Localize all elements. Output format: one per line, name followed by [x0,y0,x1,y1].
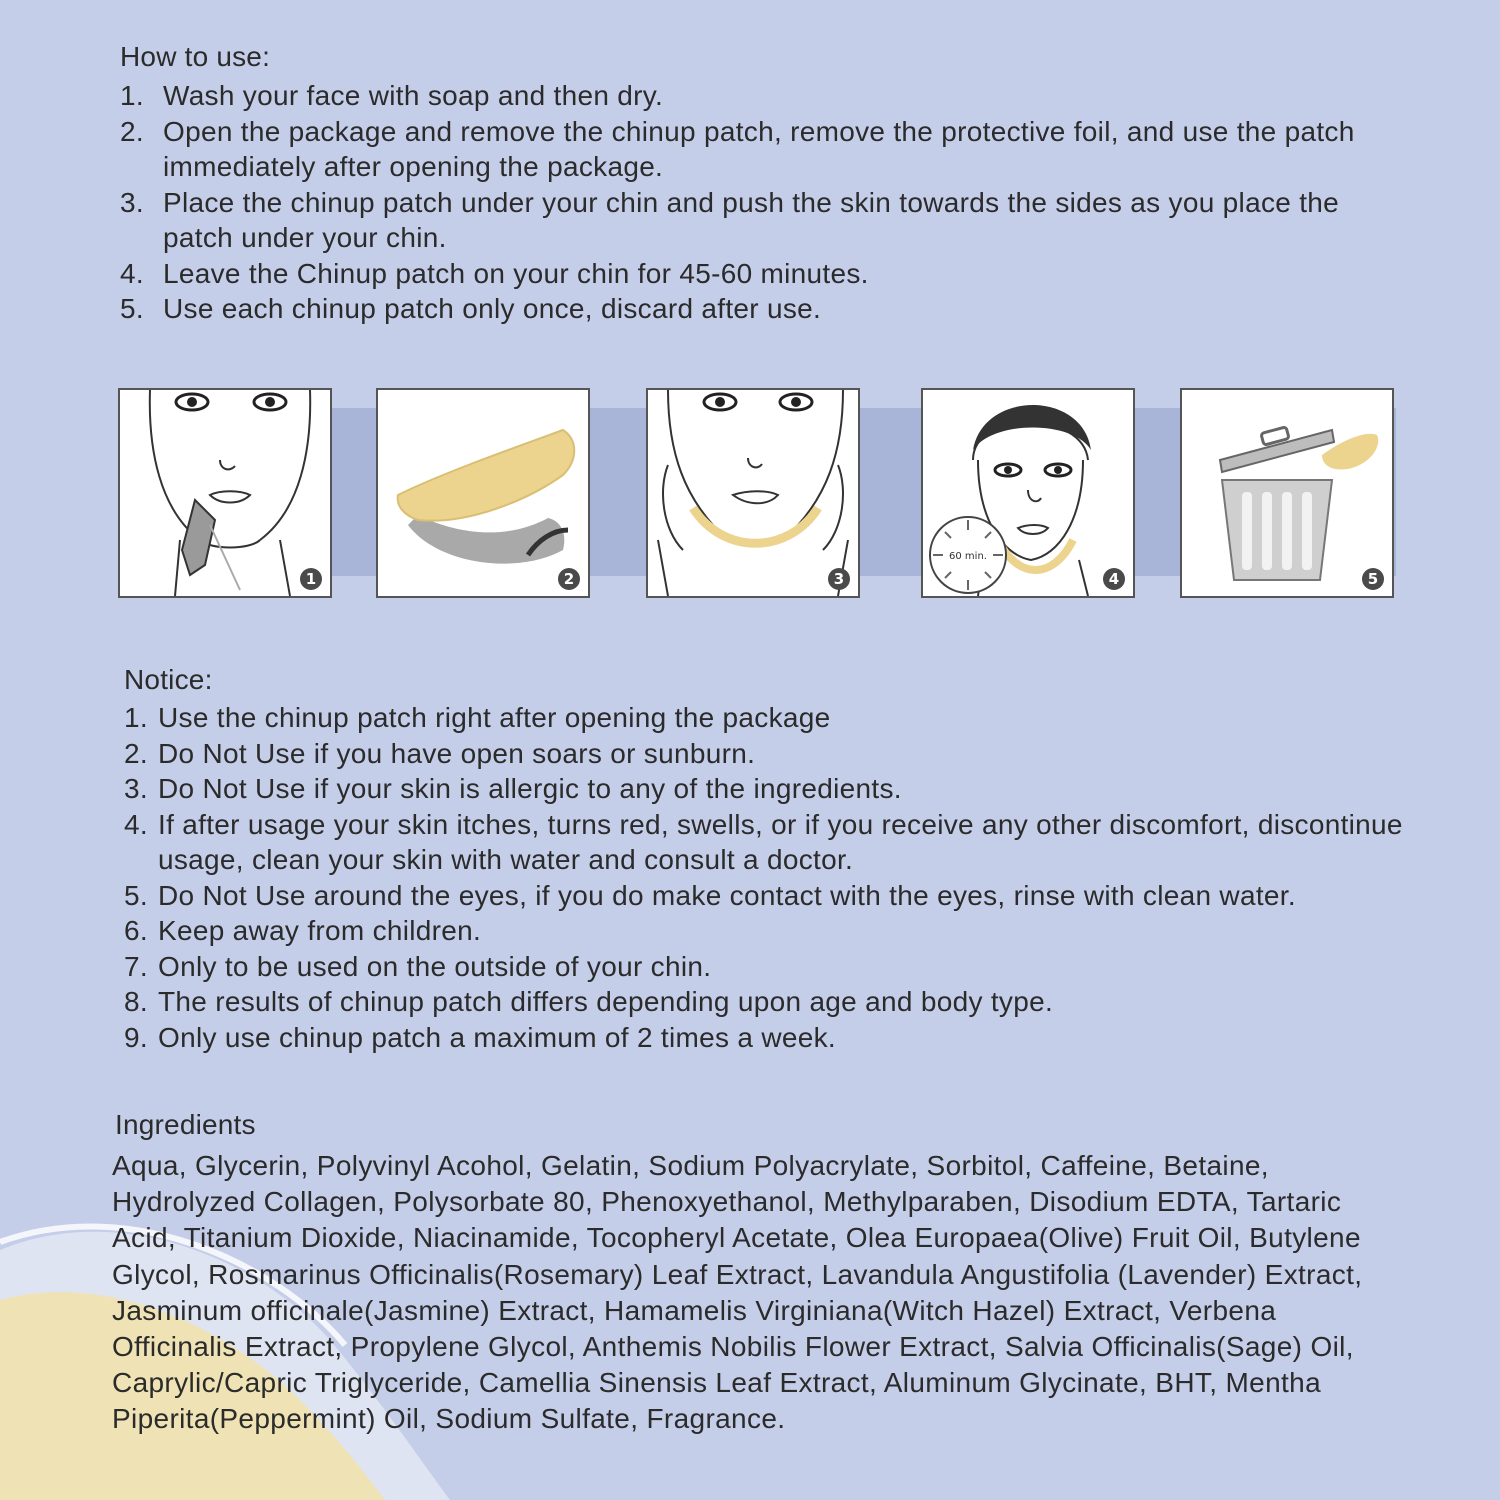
notice-text: Do Not Use if you have open soars or sunburn. [158,737,756,769]
step-2-panel [376,388,590,598]
notice-text: Use the chinup patch right after opening the package [158,702,831,733]
step-badge-4: 4 [1103,568,1125,590]
notice-number: 1. [124,702,148,733]
notice-number: 8. [124,986,148,1017]
step-text: Open the package and remove the chinup patch, remove the protective foil, and use the patch immediately after opening the package. [163,115,1355,182]
notice-text: Only to be used on the outside of your chin. [158,950,712,982]
step-text: Use each chinup patch only once, discard after use. [163,293,822,324]
step-number: 2. [120,115,144,147]
list-item [124,913,1414,949]
how-to-use-steps [120,78,1400,327]
notice-text: The results of chinup patch differs depending upon age and body type. [158,986,1054,1017]
step-number: 4. [120,257,144,289]
how-to-use-heading: How to use: [120,41,271,72]
notice-number: 4. [124,808,148,840]
notice-text: Do Not Use if your skin is allergic to any of the ingredients. [158,773,902,804]
step-3-panel [646,388,860,598]
list-item [124,984,1414,1020]
notice-text: If after usage your skin itches, turns red, swells, or if you receive any other discomfort, discontinue usage, clean your skin with water and consult a doctor. [158,808,1403,875]
notice-text: Do Not Use around the eyes, if you do make contact with the eyes, rinse with clean water. [158,879,1296,911]
step-badge-5: 5 [1362,568,1384,590]
step-number: 1. [120,80,144,111]
notice-text: Keep away from children. [158,915,482,946]
list-item [120,78,1400,114]
step-5-panel [1180,388,1394,598]
notice-number: 3. [124,773,148,804]
step-badge-1: 1 [300,568,322,590]
list-item [120,256,1400,292]
patch-peel-illustration-icon [378,390,588,596]
step-number: 3. [120,186,144,218]
list-item [120,185,1400,256]
list-item [124,736,1414,772]
patch-apply-illustration-icon [648,390,858,596]
notice-number: 7. [124,950,148,982]
step-1-panel [118,388,332,598]
list-item [124,807,1414,878]
list-item [124,700,1414,736]
list-item [124,771,1414,807]
trash-can-illustration-icon [1182,390,1392,596]
notice-items [124,700,1414,1055]
list-item [124,878,1414,914]
step-text: Leave the Chinup patch on your chin for 45-60 minutes. [163,257,869,289]
list-item [124,949,1414,985]
list-item [124,1020,1414,1056]
timer-label: 60 min. [949,551,987,562]
face-washing-illustration-icon [120,390,330,596]
notice-number: 9. [124,1021,148,1053]
step-text: Wash your face with soap and then dry. [163,80,664,111]
patch-wear-timer-illustration-icon [923,390,1133,596]
notice-text: Only use chinup patch a maximum of 2 times a week. [158,1021,836,1053]
step-number: 5. [120,293,144,324]
list-item [120,114,1400,185]
list-item [120,291,1400,327]
notice-number: 5. [124,879,148,911]
step-badge-2: 2 [558,568,580,590]
ingredients-heading: Ingredients [115,1109,256,1140]
notice-number: 6. [124,915,148,946]
step-badge-3: 3 [828,568,850,590]
step-text: Place the chinup patch under your chin and push the skin towards the sides as you place the patch under your chin. [163,186,1340,253]
ingredients-text: Aqua, Glycerin, Polyvinyl Acohol, Gelatin, Sodium Polyacrylate, Sorbitol, Caffeine, Betaine, Hydrolyzed Collagen, Polysorbate 80, Phenoxyethanol, Methylparaben, Disodium EDTA, Tartaric Acid, Titanium Dioxide, Niacinamide, Tocopheryl Acetate, Olea Europaea(Olive) Fruit Oil, Butylene Glycol, Rosmarinus Officinalis(Rosemary) Leaf Extract, Lavandula Angustifolia (Lavender) Extract, Jasminum officinale(Jasmine) Extract, Hamamelis Virginiana(Witch Hazel) Extract, Verbena Officinalis Extract, Propylene Glycol, Anthemis Nobilis Flower Extract, Salvia Officinalis(Sage) Oil, Caprylic/Capric Triglyceride, Camellia Sinensis Leaf Extract, Aluminum Glycinate, BHT, Mentha Piperita(Peppermint) Oil, Sodium Sulfate, Fragrance. [112,1150,1363,1435]
step-4-panel [921,388,1135,598]
notice-heading: Notice: [124,664,213,695]
notice-number: 2. [124,737,148,769]
